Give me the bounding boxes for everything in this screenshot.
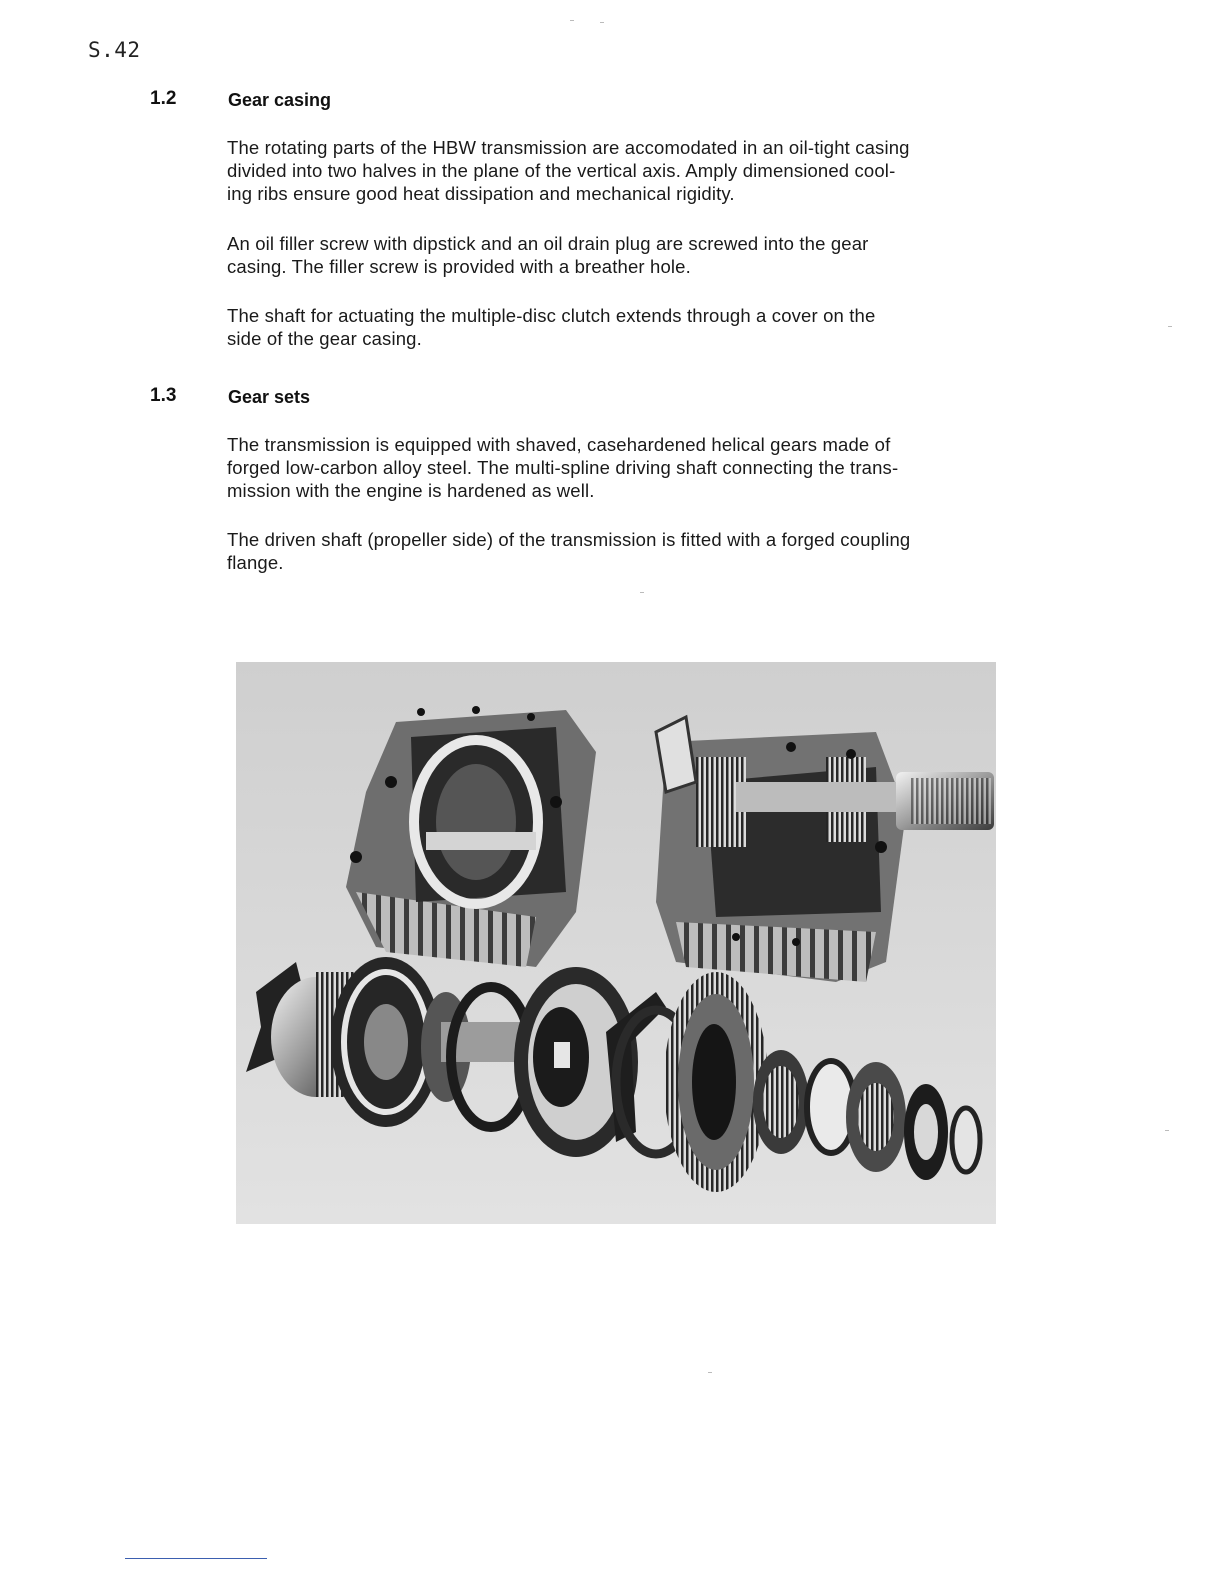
paragraph	[227, 136, 910, 205]
text-line: An oil filler screw with dipstick and an oil drain plug are screwed into the gear	[227, 233, 869, 254]
helical-gear	[664, 972, 768, 1192]
text-line: The transmission is equipped with shaved, casehardened helical gears made of	[227, 434, 891, 455]
text-line: The rotating parts of the HBW transmission are accomodated in an oil-tight casing	[227, 137, 910, 158]
text-line: casing. The filler screw is provided with a breather hole.	[227, 256, 691, 277]
text-line: side of the gear casing.	[227, 328, 422, 349]
paragraph	[227, 528, 910, 574]
paragraph	[227, 433, 898, 502]
scan-speck	[600, 22, 604, 23]
paragraph	[227, 304, 875, 350]
section-number: 1.3	[150, 385, 177, 406]
text-line: divided into two halves in the plane of the vertical axis. Amply dimensioned cool-	[227, 160, 896, 181]
text-line: ing ribs ensure good heat dissipation and mechanical rigidity.	[227, 183, 735, 204]
section-title: Gear casing	[228, 90, 332, 110]
scan-speck	[570, 20, 574, 21]
scan-speck	[708, 1372, 712, 1373]
section-number: 1.2	[150, 88, 177, 109]
page-number: S.42	[88, 38, 141, 62]
scan-speck	[640, 592, 644, 593]
footnote-rule	[125, 1558, 267, 1559]
text-line: The driven shaft (propeller side) of the transmission is fitted with a forged coupling	[227, 529, 911, 550]
transmission-illustration	[236, 662, 996, 1224]
scan-speck	[1168, 326, 1172, 327]
section-title: Gear sets	[228, 387, 311, 407]
scan-speck	[1165, 1130, 1169, 1131]
paragraph	[227, 232, 868, 278]
text-line: The shaft for actuating the multiple-disc clutch extends through a cover on the	[227, 305, 876, 326]
text-line: flange.	[227, 552, 284, 573]
transmission-photo	[236, 662, 996, 1224]
text-line: mission with the engine is hardened as well.	[227, 480, 595, 501]
text-line: forged low-carbon alloy steel. The multi-spline driving shaft connecting the trans-	[227, 457, 899, 478]
